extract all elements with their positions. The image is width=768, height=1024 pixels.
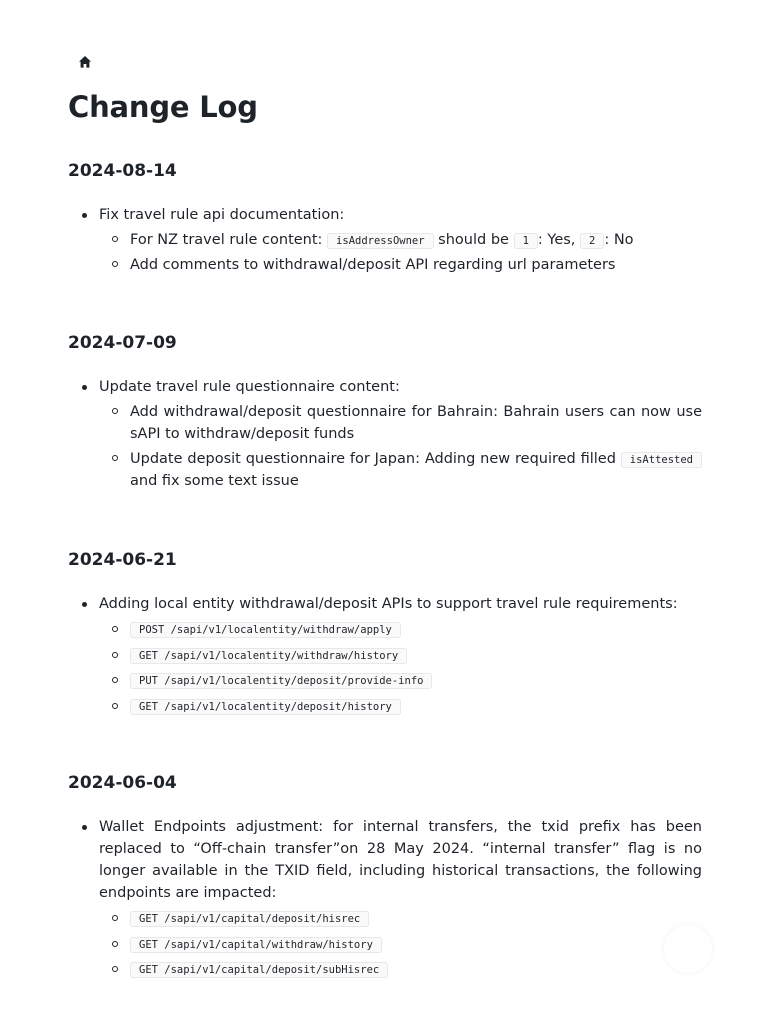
endpoint-item: [99, 619, 702, 641]
inline-code: 2: [580, 233, 604, 249]
endpoint-code: POST /sapi/v1/localentity/withdraw/apply: [130, 622, 401, 638]
change-list: [68, 816, 702, 981]
subitem-text: : Yes,: [537, 232, 581, 248]
change-list: [68, 204, 702, 276]
subitem-text: and fix some text issue: [130, 473, 299, 489]
change-subitem: [99, 401, 702, 445]
section-date-heading: 2024-06-21: [68, 550, 177, 570]
section-date-heading: 2024-08-14: [68, 161, 177, 181]
endpoint-code: GET /sapi/v1/localentity/withdraw/history: [130, 648, 407, 664]
change-item: [68, 593, 702, 717]
subitem-text: For NZ travel rule content:: [130, 232, 328, 248]
change-list: [68, 593, 702, 717]
endpoint-list: [99, 908, 702, 981]
home-glyph: [78, 55, 92, 69]
subitem-text: Add withdrawal/deposit questionnaire for Bahrain: Bahrain users can now use sAPI to withdraw/deposit funds: [130, 404, 702, 442]
change-item: [68, 376, 702, 492]
change-sublist: [99, 401, 702, 492]
change-subitem: [99, 229, 702, 251]
floating-action-button[interactable]: [664, 925, 712, 973]
changelog-section-2024-06-21: [68, 548, 702, 717]
endpoint-item: [99, 908, 702, 930]
page-title: Change Log: [68, 90, 258, 124]
change-list: [68, 376, 702, 492]
changelog-section-2024-08-14: [68, 159, 702, 276]
change-item-text: Fix travel rule api documentation:: [99, 207, 345, 223]
endpoint-code: GET /sapi/v1/capital/deposit/hisrec: [130, 911, 369, 927]
endpoint-code: PUT /sapi/v1/localentity/deposit/provide-info: [130, 673, 432, 689]
inline-code: 1: [514, 233, 538, 249]
endpoint-list: [99, 619, 702, 717]
inline-code: isAddressOwner: [327, 233, 434, 249]
home-icon[interactable]: [78, 55, 94, 71]
endpoint-code: GET /sapi/v1/localentity/deposit/history: [130, 699, 401, 715]
endpoint-item: [99, 645, 702, 667]
change-subitem: [99, 254, 702, 276]
changelog-section-2024-07-09: [68, 331, 702, 492]
change-item-text: Wallet Endpoints adjustment: for internal transfers, the txid prefix has been replaced to “Off-chain transfer”on 28 May 2024. “internal transfer” flag is no longer available in the TXID field, including historical transactions, the following endpoints are impacted:: [99, 819, 702, 901]
change-item-text: Update travel rule questionnaire content:: [99, 379, 400, 395]
endpoint-item: [99, 934, 702, 956]
section-date-heading: 2024-06-04: [68, 773, 177, 793]
endpoint-code: GET /sapi/v1/capital/deposit/subHisrec: [130, 962, 388, 978]
change-subitem: [99, 448, 702, 492]
subitem-text: Add comments to withdrawal/deposit API regarding url parameters: [130, 257, 616, 273]
inline-code: isAttested: [621, 452, 702, 468]
change-item: [68, 204, 702, 276]
changelog-section-2024-06-04: [68, 771, 702, 981]
subitem-text: : No: [604, 232, 634, 248]
subitem-text: Update deposit questionnaire for Japan: Adding new required filled: [130, 451, 621, 467]
endpoint-item: [99, 696, 702, 718]
endpoint-item: [99, 959, 702, 981]
change-sublist: [99, 229, 702, 276]
subitem-text: should be: [433, 232, 514, 248]
change-item-text: Adding local entity withdrawal/deposit APIs to support travel rule requirements:: [99, 596, 678, 612]
endpoint-code: GET /sapi/v1/capital/withdraw/history: [130, 937, 382, 953]
change-item: [68, 816, 702, 981]
endpoint-item: [99, 670, 702, 692]
section-date-heading: 2024-07-09: [68, 333, 177, 353]
